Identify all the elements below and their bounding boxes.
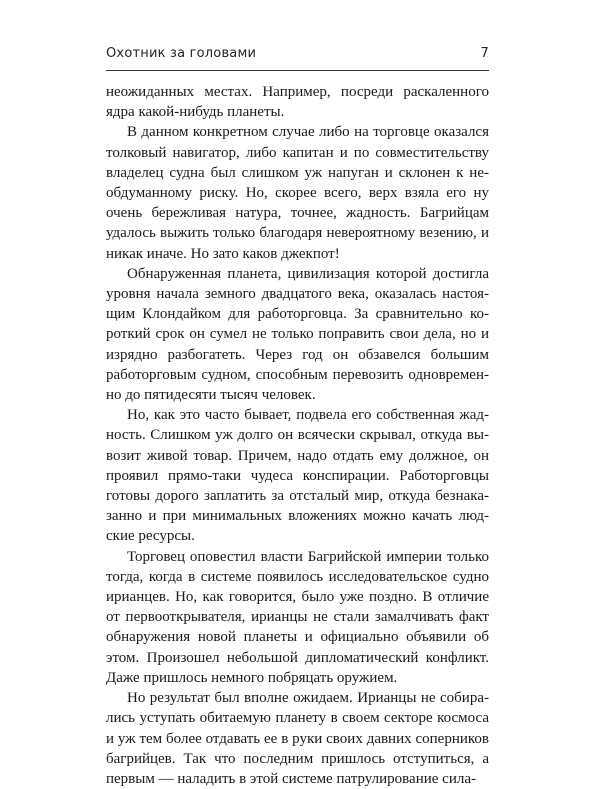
running-head-title: Охотник за головами	[106, 46, 257, 61]
body-text	[106, 82, 489, 789]
paragraph-4: Но, как это часто бывает, подвела его собственная жадность. Слишком уж долго он всячески скрывал, откуда вывозит живой товар. Причем, надо отдать ему должное, он проявил прямо-таки чудеса конспирации. Работорговцы готовы дорого заплатить за отсталый мир, откуда безнаказанно и при минимальных вложениях можно качать людские ресурсы.	[106, 407, 489, 545]
running-head	[106, 46, 489, 66]
header-rule	[106, 70, 489, 71]
paragraph-5: Торговец оповестил власти Багрийской империи только тогда, когда в системе появилось исследовательское судно ирианцев. Но, как говорится, было уже поздно. В отличие от первооткрывателя, ирианцы не стали замалчивать факт обнаружения новой планеты и официально объявили об этом. Произошел небольшой дипломатический конфликт. Даже пришлось немного побряцать оружием.	[106, 548, 489, 686]
paragraph-1: неожиданных местах. Например, посреди раскаленного ядра какой-нибудь планеты.	[106, 84, 489, 121]
page-number: 7	[480, 46, 489, 61]
paragraph-3: Обнаруженная планета, цивилизация которой достигла уровня начала земного двадцатого века, оказалась настоящим Клондайком для работорговца. За сравнительно короткий срок он сумел не только поправить свои дела, но и изрядно разбогатеть. Через год он обзавелся большим работорговым судном, способным перевозить одновременно до пятидесяти тысяч человек.	[106, 265, 489, 404]
paragraph-6: Но результат был вполне ожидаем. Ирианцы не собирались уступать обитаемую планету в своем секторе космоса и уж тем более отдавать ее в руки своих давних соперников багрийцев. Так что последним пришлось отступиться, а первым — наладить в этой системе патрулирование сила-	[106, 690, 489, 787]
paragraph-2: В данном конкретном случае либо на торговце оказался толковый навигатор, либо капитан и по совместительству владелец судна был слишком уж напуган и склонен к необдуманному риску. Но, скорее всего, верх взяла его ну очень бережливая натура, точнее, жадность. Багрийцам удалось выжить только благодаря невероятному везению, и никак иначе. Но зато каков джекпот!	[106, 124, 489, 262]
